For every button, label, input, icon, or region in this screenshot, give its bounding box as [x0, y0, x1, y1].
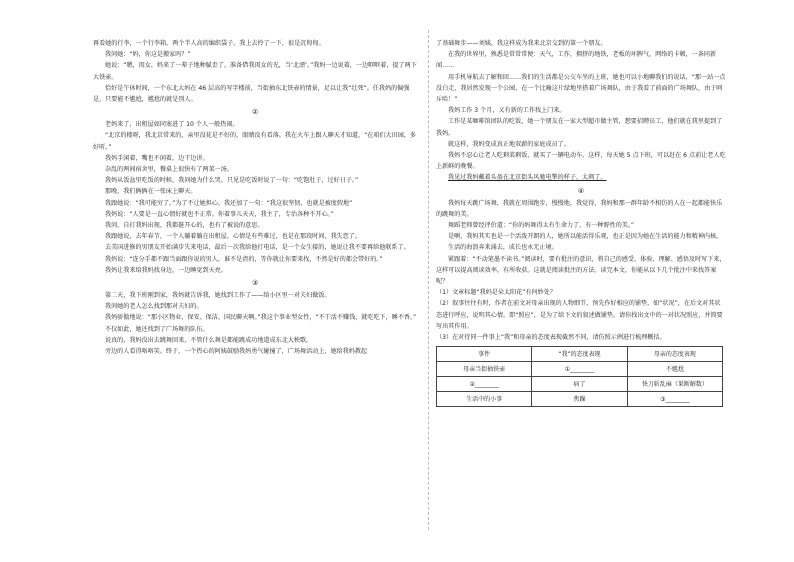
left-paragraphs-3: [93, 290, 417, 357]
paragraph: 第二天，我下班刚到家，我妈就告诉我，她找到工作了——给小区里一对夫妇做饭。: [105, 292, 331, 300]
right-column: [436, 38, 726, 407]
table-cell: 生活中的小事: [437, 392, 532, 407]
paragraph: 我问，自打我妈出现，我都挺开心的，也有了被说的意思。: [105, 222, 264, 230]
question-1: （1）文章标题“我妈是朵太阳花”有何妙处？: [436, 289, 556, 297]
paragraph: 我妈手闲着，嘴也不闲着，边干边讲。: [105, 154, 209, 162]
paragraph: 旁边的人看得咯咯笑。终于，一个热心的阿姨鼓励我妈勇气碰撞了，广场舞活动上，她给我妈教起: [105, 348, 368, 356]
table-header: 母亲的态度表现: [627, 347, 722, 362]
paragraph: 杂乱的两间宿舍里，餐桌上很快有了两菜一汤。: [105, 166, 233, 174]
paragraph: 我妈从饭盆里吃饭的时候，我问她为什么哭。只见是吃饭时说了一句：“吃饱肚子，过好日子。”: [105, 177, 359, 185]
paragraph: 用手机导航去了解和回……我们的生活都是公交车坐的上班，她也可以小地聊我们的说话，“那一站一点没白走，我居然发现一个公园，在一个比喻这片绿地里搭着广场舞队，由于我看了前面的广场舞队，由于呵斥哈！”: [436, 73, 726, 104]
paragraph: 舞蹈老师曾经评价道：“你的妈舞得太有生命力了，有一种野性的美。”: [448, 222, 635, 230]
paragraph: 说真的，我妈没出去跳舞回来，不管什么舞是都能跳成功地道成东北大秧歌。: [105, 336, 313, 344]
paragraph: 我妈说：“人要是一直心情好就也不正常。你着事儿天天，我主了，专治各种不开心。”: [105, 210, 334, 218]
table-header: “我”的态度表现: [532, 347, 627, 362]
paragraph: 我妈骄傲地说：“那小区物业，保安、保洁、国民聊天啊。”我这个事业型女性，“不干活不赚钱，就吃吃下，睡不香。”: [105, 314, 417, 322]
paragraph: 我跟她说，去年春节，一个人躺着躺在出租屋，心情是有些难过，也是在那段时间，我失恋了。: [105, 233, 361, 241]
table-row: [437, 392, 723, 407]
paragraph: 她说：“嗯，闺女，妈来了一辈子地种腻歪了，准备借我闺女的光，当‘北漂’。”我妈一边说着，一边哐哐着，提了两下大铁壶。: [93, 62, 417, 81]
table-cell: 不尴尬: [627, 362, 722, 377]
table-cell-blank[interactable]: ③________: [627, 392, 722, 407]
table-header: 事件: [437, 347, 532, 362]
paragraph: 我问她：“妈，你这是搬家吗？”: [105, 51, 191, 59]
paragraph: 我跟她说：“我可能穷了。”为了不让她担心，我还加了一句：“我这很坚韧，也就是被度假地”: [105, 199, 353, 207]
underlined-sentence: 我见过我妈戴着头盔在北京街头风驰电掣的样子，太飒了。: [448, 174, 607, 182]
paragraph: 我妈每天跳广场舞，我就在周围跑步，慢慢地，我觉得，我妈和那一群年龄不相仿的人在一起都能快乐的跳舞的美。: [436, 199, 723, 218]
paragraph: 再看她的行李，一个行李箱，两个半人高的编织袋子，我上去拎了一下，很是沉甸甸。: [93, 40, 325, 47]
paragraph: 那晚，我们俩俩在一张床上聊天。: [105, 188, 197, 196]
left-column: [93, 38, 417, 357]
paragraph: 生活的海浪奔来涌去，成长也永无止境。: [448, 244, 558, 252]
paragraph: 恰好是午休时间，一个东北大妈在 46 层高的写字楼前，当街抽东北铁壶的情景，足以让我“壮死”。任我妈的倔强是，只要能不尴尬，尴尬的就是别人。: [93, 84, 410, 104]
table-cell-blank[interactable]: ②________: [437, 377, 532, 392]
paragraph: 去美国进修的男朋友开始满步失来电话，最后一次我给他打电话，是一个女生接的，她说让我不要再给他联系了。: [105, 244, 410, 252]
table-row: [437, 377, 723, 392]
left-paragraphs-1: [93, 38, 417, 105]
paragraph: 不仅如此，她还找到了广场舞的队伍。: [105, 325, 209, 333]
paragraph: 我妈让我来给我妈找身边，一边睡觉到天亮。: [105, 266, 227, 274]
question-3: （3）在对待同一件事上“我”和母亲的态度表现截然不同，请仿照示例进行梳理概括。: [436, 334, 666, 342]
left-paragraphs-2: [93, 119, 417, 276]
answer-table: [436, 346, 723, 407]
question-2: （2）叙事往往有时，作者在前文对母亲出现的人物细节，预先作好相应的铺垫，如“状况”，在后文对其状态进行呼应，说明其心情。即“照应”，是为了给下文的叙述做铺垫。请你找出文中的一对状况照应，并简要写出其作用。: [436, 300, 723, 330]
column-divider: [428, 30, 429, 530]
table-cell: 母亲当街抽铁壶: [437, 362, 532, 377]
table-cell: 病了: [532, 377, 627, 392]
section-number-4: ④: [577, 186, 585, 195]
paragraph: 在我的世界里，熟悉是常常常便：天气，工作，拥挤的地铁，老板的坏脾气，网络的卡顿，一条同新闻……: [436, 51, 717, 70]
paragraph: 是啊，我妈其实也是一个活泼开朗的人，她所以能活得乐观，也正是因为她在生活的能力和精神内核。: [448, 233, 723, 241]
table-cell-blank[interactable]: ①________: [532, 362, 627, 377]
paragraph: 老妈来了，出租屋如同塞进了 10 个人一般热闹。: [105, 121, 239, 129]
table-cell: 焦躁: [532, 392, 627, 407]
table-row: [437, 362, 723, 377]
paragraph: “北京的楼呀，我北京常来的，亲里没花是不好的，眼睛没有看落。我在火车上跟人聊天才知道，“在咱们大田园，多好听。”: [93, 132, 417, 151]
table-cell: 快刀斩乱麻（果断解数）: [627, 377, 722, 392]
paragraph: 我妈不忍心让老人吃剩菜剩饭，就买了一辆电动车。这样，每天她 5 点下班，可以赶在 6 点前让老人吃上新鲜的晚餐。: [436, 152, 726, 171]
paragraph: 就这样，我妈变成真正地双薪的家庭成员了。: [448, 140, 570, 148]
table-header-row: [437, 347, 723, 362]
reading-instruction: 紧跟着：“不动笔墨不读书。”阅读时，要有批注的意识，将自己的感受、体验、理解、感悟及时写下来，这样可以提高阅读效率，有所收获。这就是阅读批注的方法。读完本文，你能从以下几个批注中来找答案呢？: [436, 255, 726, 286]
section-number-2: ②: [251, 108, 259, 117]
paragraph: 了基础舞步——刘姨，我这样成为我来北京交到的第一个朋友。: [436, 40, 607, 47]
section-number-3: ③: [251, 279, 259, 288]
paragraph: 工作是某咖啡馆团队的吃饭，她一个朋友在一家大型超市做主管，想要招聘员工，他们就在我里提到了我妈。: [436, 118, 723, 137]
paragraph: 我妈说：“连分手都不跟当面跟你说的男人，谁不是渣的，等你就让你要来找，不然是好的都会带好的。”: [105, 255, 383, 263]
paragraph: 我问她的老人怎么找到那对夫妇的。: [105, 303, 203, 311]
paragraph: 我妈工作 3 个月，又有新的工作找上门来。: [448, 107, 566, 115]
